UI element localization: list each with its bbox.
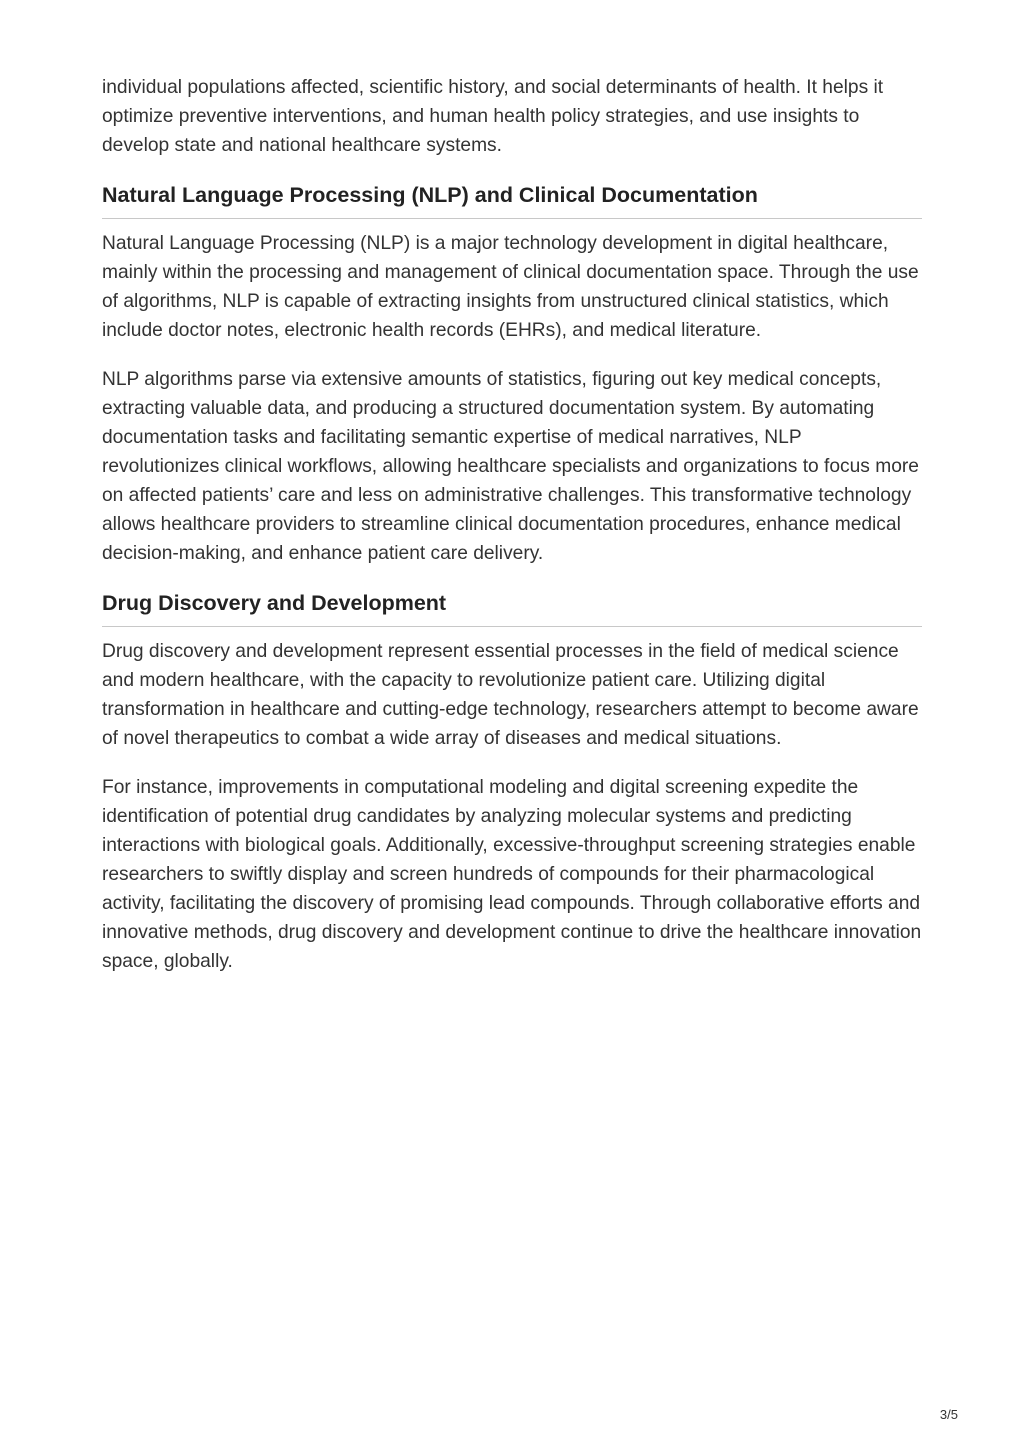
nlp-paragraph-1: Natural Language Processing (NLP) is a major technology development in digital healthcare, mainly within the processing and management of clinical documentation space. Through the use of algorithms, NLP is capable of extracting insights from unstructured clinical statistics, which include doctor notes, electronic health records (EHRs), and medical literature. bbox=[102, 233, 919, 341]
intro-paragraph: individual populations affected, scientific history, and social determinants of health. It helps it optimize preventive interventions, and human health policy strategies, and use insights to develop state and national healthcare systems. bbox=[102, 77, 884, 156]
drug-paragraph-2: For instance, improvements in computational modeling and digital screening expedite the identification of potential drug candidates by analyzing molecular systems and predicting interactions with biological goals. Additionally, excessive-throughput screening strategies enable researchers to swiftly display and screen hundreds of compounds for their pharmacological activity, facilitating the discovery of promising lead compounds. Through collaborative efforts and innovative methods, drug discovery and development continue to drive the healthcare innovation space, globally. bbox=[102, 777, 922, 972]
section-body-nlp bbox=[102, 229, 922, 568]
document-body bbox=[102, 73, 922, 996]
page-number: 3/5 bbox=[939, 1407, 958, 1422]
nlp-paragraph-2: NLP algorithms parse via extensive amounts of statistics, figuring out key medical concepts, extracting valuable data, and producing a structured documentation system. By automating documentation tasks and facilitating semantic expertise of medical narratives, NLP revolutionizes clinical workflows, allowing healthcare specialists and organizations to focus more on affected patients’ care and less on administrative challenges. This transformative technology allows healthcare providers to streamline clinical documentation procedures, enhance medical decision-making, and enhance patient care delivery. bbox=[102, 369, 919, 564]
section-heading-nlp: Natural Language Processing (NLP) and Clinical Documentation bbox=[102, 180, 922, 219]
drug-paragraph-1: Drug discovery and development represent essential processes in the field of medical science and modern healthcare, with the capacity to revolutionize patient care. Utilizing digital transformation in healthcare and cutting-edge technology, researchers attempt to become aware of novel therapeutics to combat a wide array of diseases and medical situations. bbox=[102, 641, 919, 749]
section-body-drug-discovery bbox=[102, 637, 922, 976]
section-heading-drug-discovery: Drug Discovery and Development bbox=[102, 588, 922, 627]
